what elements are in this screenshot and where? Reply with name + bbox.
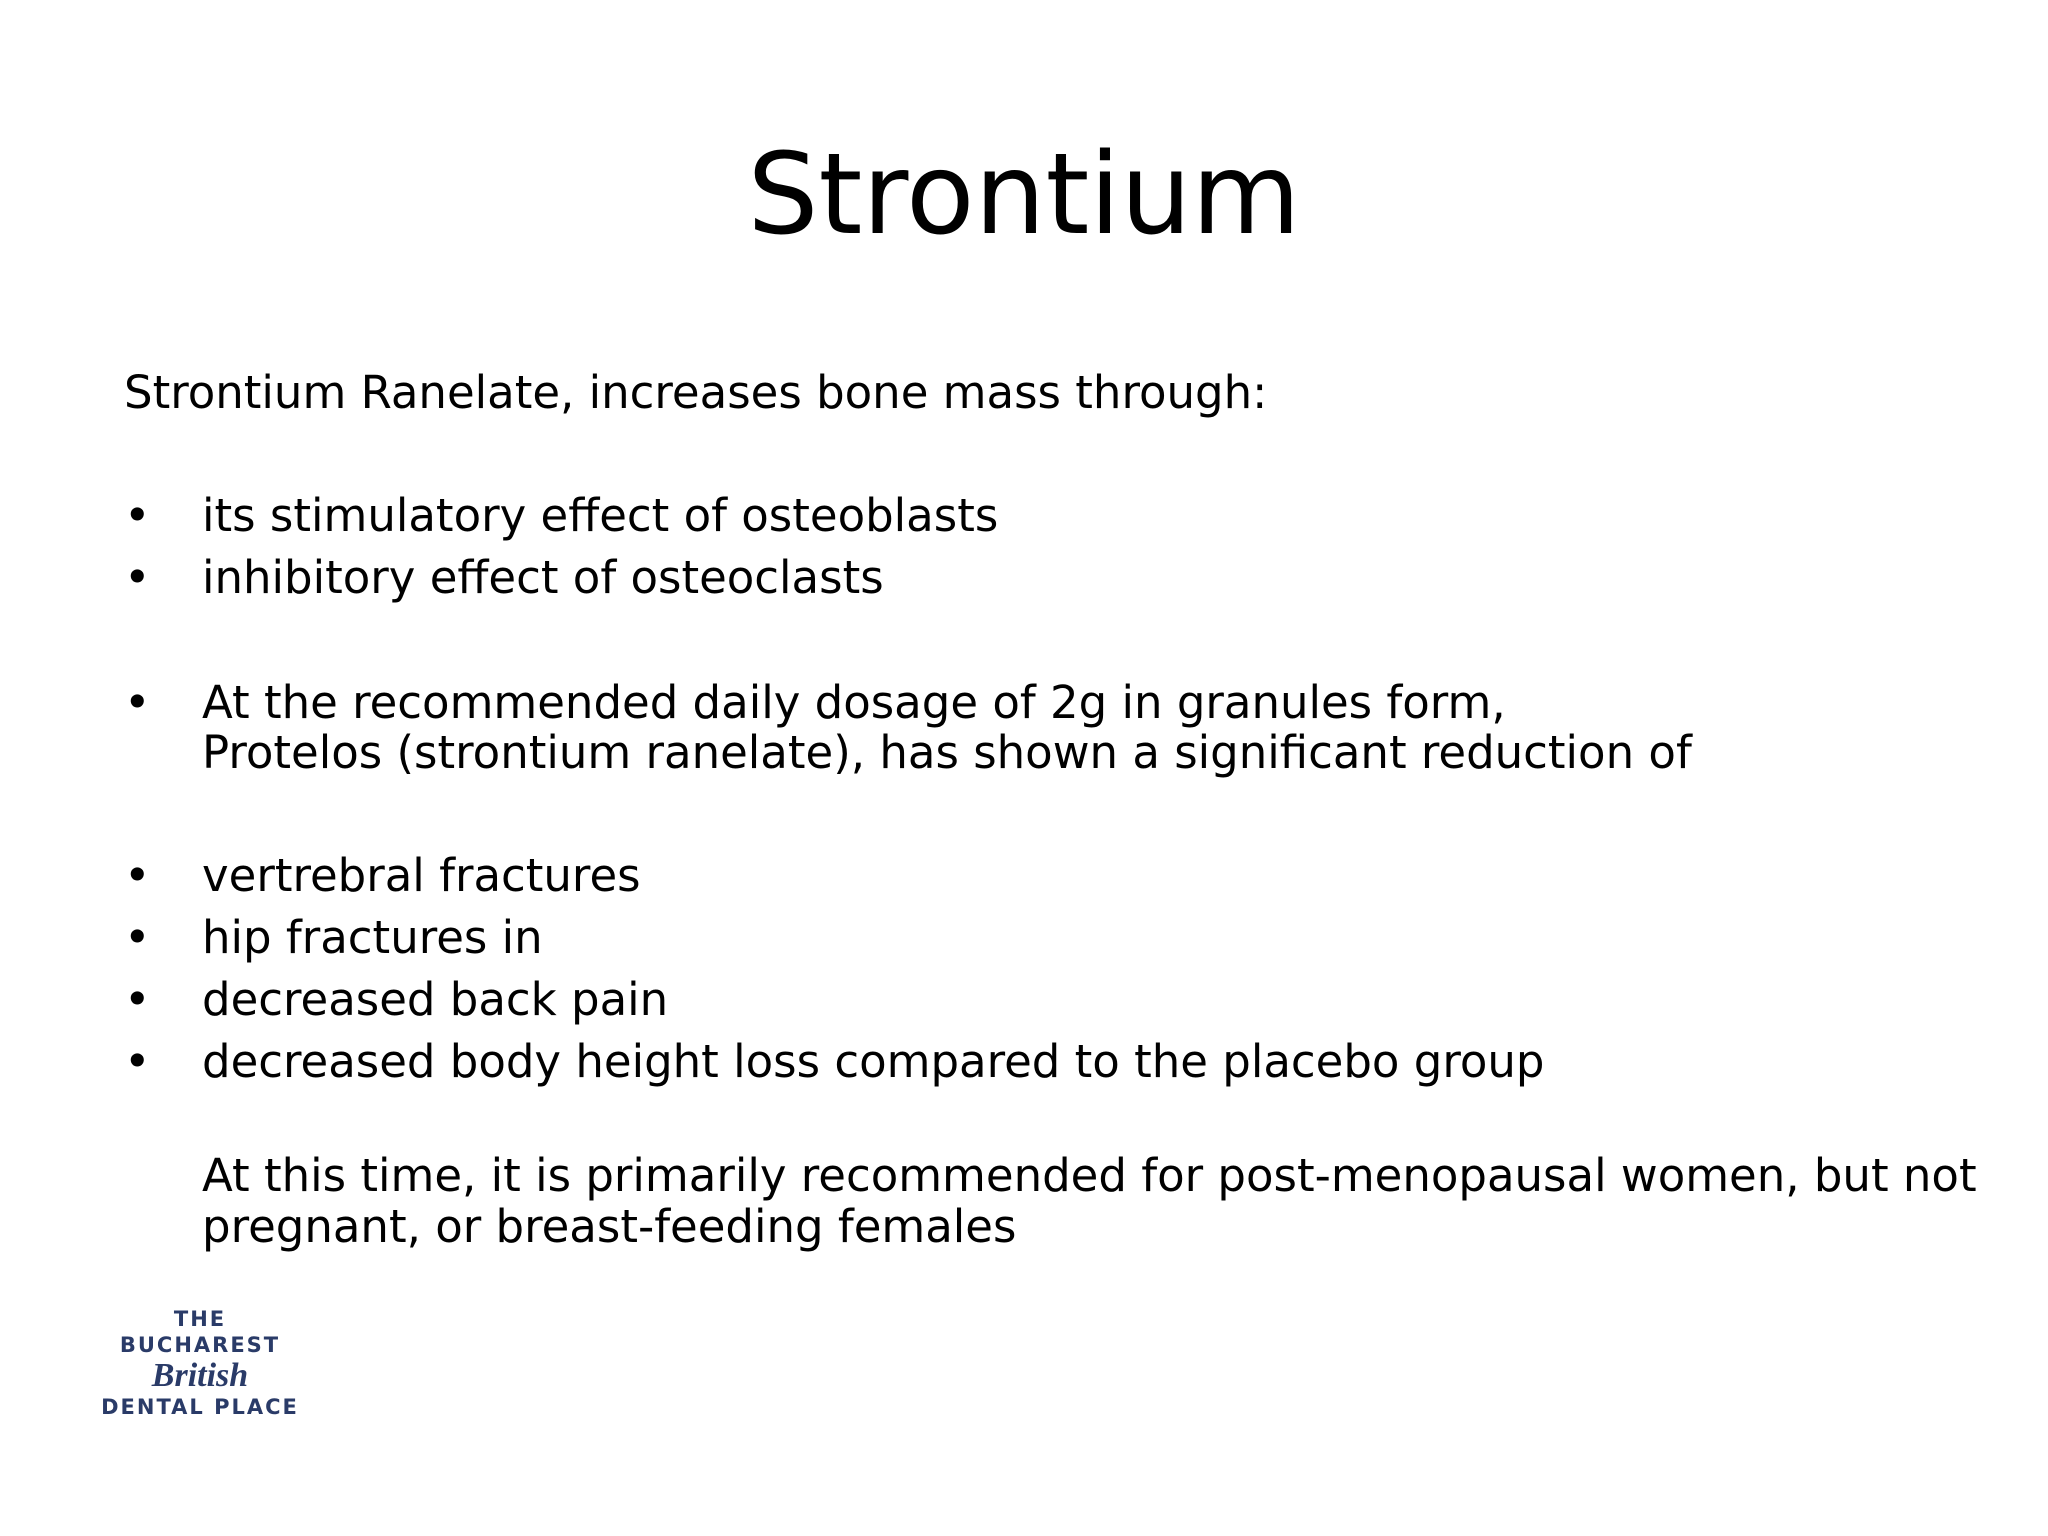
intro-text: Strontium Ranelate, increases bone mass through: bbox=[124, 366, 1268, 419]
bullet-icon: • bbox=[124, 489, 151, 542]
bullet-icon: • bbox=[124, 551, 151, 604]
bullet-icon: • bbox=[124, 1035, 151, 1088]
bullet-icon: • bbox=[124, 676, 151, 729]
logo-text-bucharest: BUCHAREST bbox=[119, 1333, 281, 1357]
bullet-text: vertrebral fractures bbox=[202, 849, 641, 902]
bullet-text: decreased body height loss compared to the placebo group bbox=[202, 1035, 1545, 1088]
bullet-text: hip fractures in bbox=[202, 911, 543, 964]
logo-text-british: British bbox=[151, 1357, 249, 1394]
bullet-text: its stimulatory effect of osteoblasts bbox=[202, 489, 999, 542]
bullet-icon: • bbox=[124, 973, 151, 1026]
slide-title: Strontium bbox=[747, 130, 1301, 260]
bullet-text: decreased back pain bbox=[202, 973, 669, 1026]
bullet-continuation: Protelos (strontium ranelate), has shown a significant reduction of bbox=[202, 726, 1692, 779]
logo-text-dental-place: DENTAL PLACE bbox=[101, 1395, 299, 1419]
bullet-icon: • bbox=[124, 849, 151, 902]
closing-text-line2: pregnant, or breast-feeding females bbox=[202, 1200, 1017, 1253]
bullet-icon: • bbox=[124, 911, 151, 964]
bullet-text: inhibitory effect of osteoclasts bbox=[202, 551, 884, 604]
logo-text-the: THE bbox=[173, 1307, 227, 1331]
bullet-text: At the recommended daily dosage of 2g in granules form, bbox=[202, 676, 1506, 729]
company-logo bbox=[96, 1306, 304, 1436]
closing-text-line1: At this time, it is primarily recommended for post-menopausal women, but not bbox=[202, 1149, 1977, 1202]
